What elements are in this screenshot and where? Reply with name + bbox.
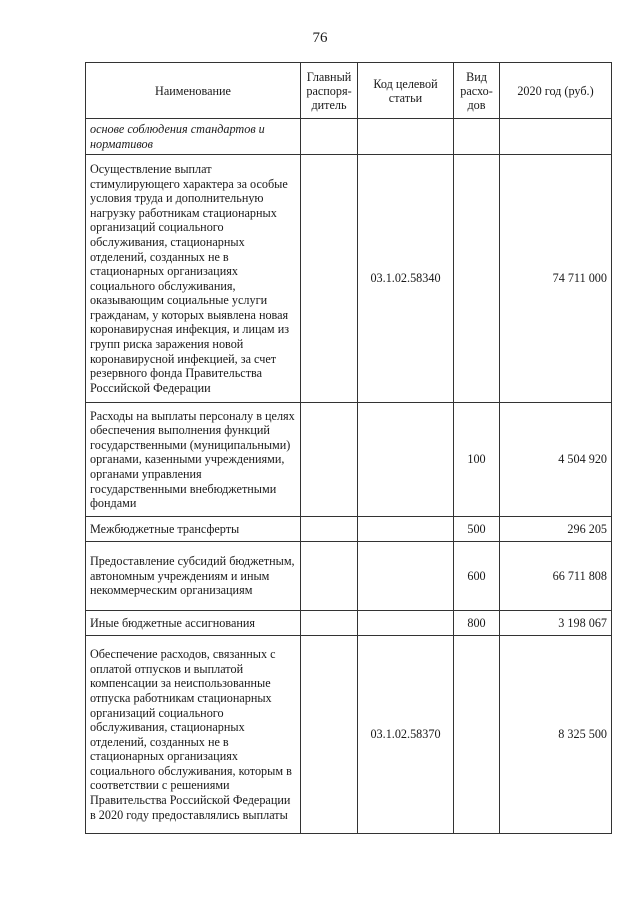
row-manager bbox=[301, 611, 358, 636]
table-row bbox=[86, 636, 612, 834]
header-manager: Главный распоря-дитель bbox=[301, 63, 358, 119]
row-code bbox=[358, 611, 454, 636]
row-code bbox=[358, 542, 454, 611]
row-manager bbox=[301, 542, 358, 611]
row-manager bbox=[301, 119, 358, 155]
table-row bbox=[86, 611, 612, 636]
row-code: 03.1.02.58340 bbox=[358, 155, 454, 403]
header-amount: 2020 год (руб.) bbox=[500, 63, 612, 119]
row-name: Межбюджетные трансферты bbox=[86, 517, 301, 542]
page-number: 76 bbox=[312, 30, 328, 46]
row-amount bbox=[500, 119, 612, 155]
row-manager bbox=[301, 517, 358, 542]
row-type: 100 bbox=[454, 403, 500, 517]
row-amount: 296 205 bbox=[500, 517, 612, 542]
row-amount: 4 504 920 bbox=[500, 403, 612, 517]
row-name: Расходы на выплаты персоналу в целях обеспечения выполнения функций государственными (муниципальными) органами, казенными учреждениями, органами управления государственными внебюджетными фондами bbox=[86, 403, 301, 517]
row-name: Предоставление субсидий бюджетным, автономным учреждениям и иным некоммерческим организациям bbox=[86, 542, 301, 611]
budget-table bbox=[85, 62, 612, 834]
table-row bbox=[86, 517, 612, 542]
header-code: Код целевой статьи bbox=[358, 63, 454, 119]
row-code bbox=[358, 403, 454, 517]
table-row bbox=[86, 403, 612, 517]
row-manager bbox=[301, 155, 358, 403]
row-amount: 74 711 000 bbox=[500, 155, 612, 403]
row-type bbox=[454, 119, 500, 155]
row-type: 800 bbox=[454, 611, 500, 636]
table-row bbox=[86, 119, 612, 155]
table-row bbox=[86, 542, 612, 611]
table-row bbox=[86, 155, 612, 403]
row-name: основе соблюдения стандартов и нормативов bbox=[86, 119, 301, 155]
row-amount: 3 198 067 bbox=[500, 611, 612, 636]
row-name: Осуществление выплат стимулирующего характера за особые условия труда и дополнительную нагрузку работникам стационарных организаций социального обслуживания, стационарных отделений, созданных не в стационарных организациях социального обслуживания, оказывающим социальные услуги гражданам, у которых выявлена новая коронавирусная инфекция, и лицам из групп риска заражения новой коронавирусной инфекцией, за счет резервного фонда Правительства Российской Федерации bbox=[86, 155, 301, 403]
row-manager bbox=[301, 636, 358, 834]
row-type: 600 bbox=[454, 542, 500, 611]
row-amount: 66 711 808 bbox=[500, 542, 612, 611]
row-name: Обеспечение расходов, связанных с оплатой отпусков и выплатой компенсации за неиспользованные отпуска работникам стационарных организаций социального обслуживания, стационарных отделений, созданных не в стационарных организациях социального обслуживания, которым в соответствии с решениями Правительства Российской Федерации в 2020 году предоставлялись выплаты bbox=[86, 636, 301, 834]
row-name: Иные бюджетные ассигнования bbox=[86, 611, 301, 636]
row-code: 03.1.02.58370 bbox=[358, 636, 454, 834]
header-row bbox=[86, 63, 612, 119]
row-code bbox=[358, 119, 454, 155]
row-code bbox=[358, 517, 454, 542]
row-amount: 8 325 500 bbox=[500, 636, 612, 834]
header-name: Наименование bbox=[86, 63, 301, 119]
row-type bbox=[454, 155, 500, 403]
row-type: 500 bbox=[454, 517, 500, 542]
row-manager bbox=[301, 403, 358, 517]
header-type: Вид расхо-дов bbox=[454, 63, 500, 119]
row-type bbox=[454, 636, 500, 834]
